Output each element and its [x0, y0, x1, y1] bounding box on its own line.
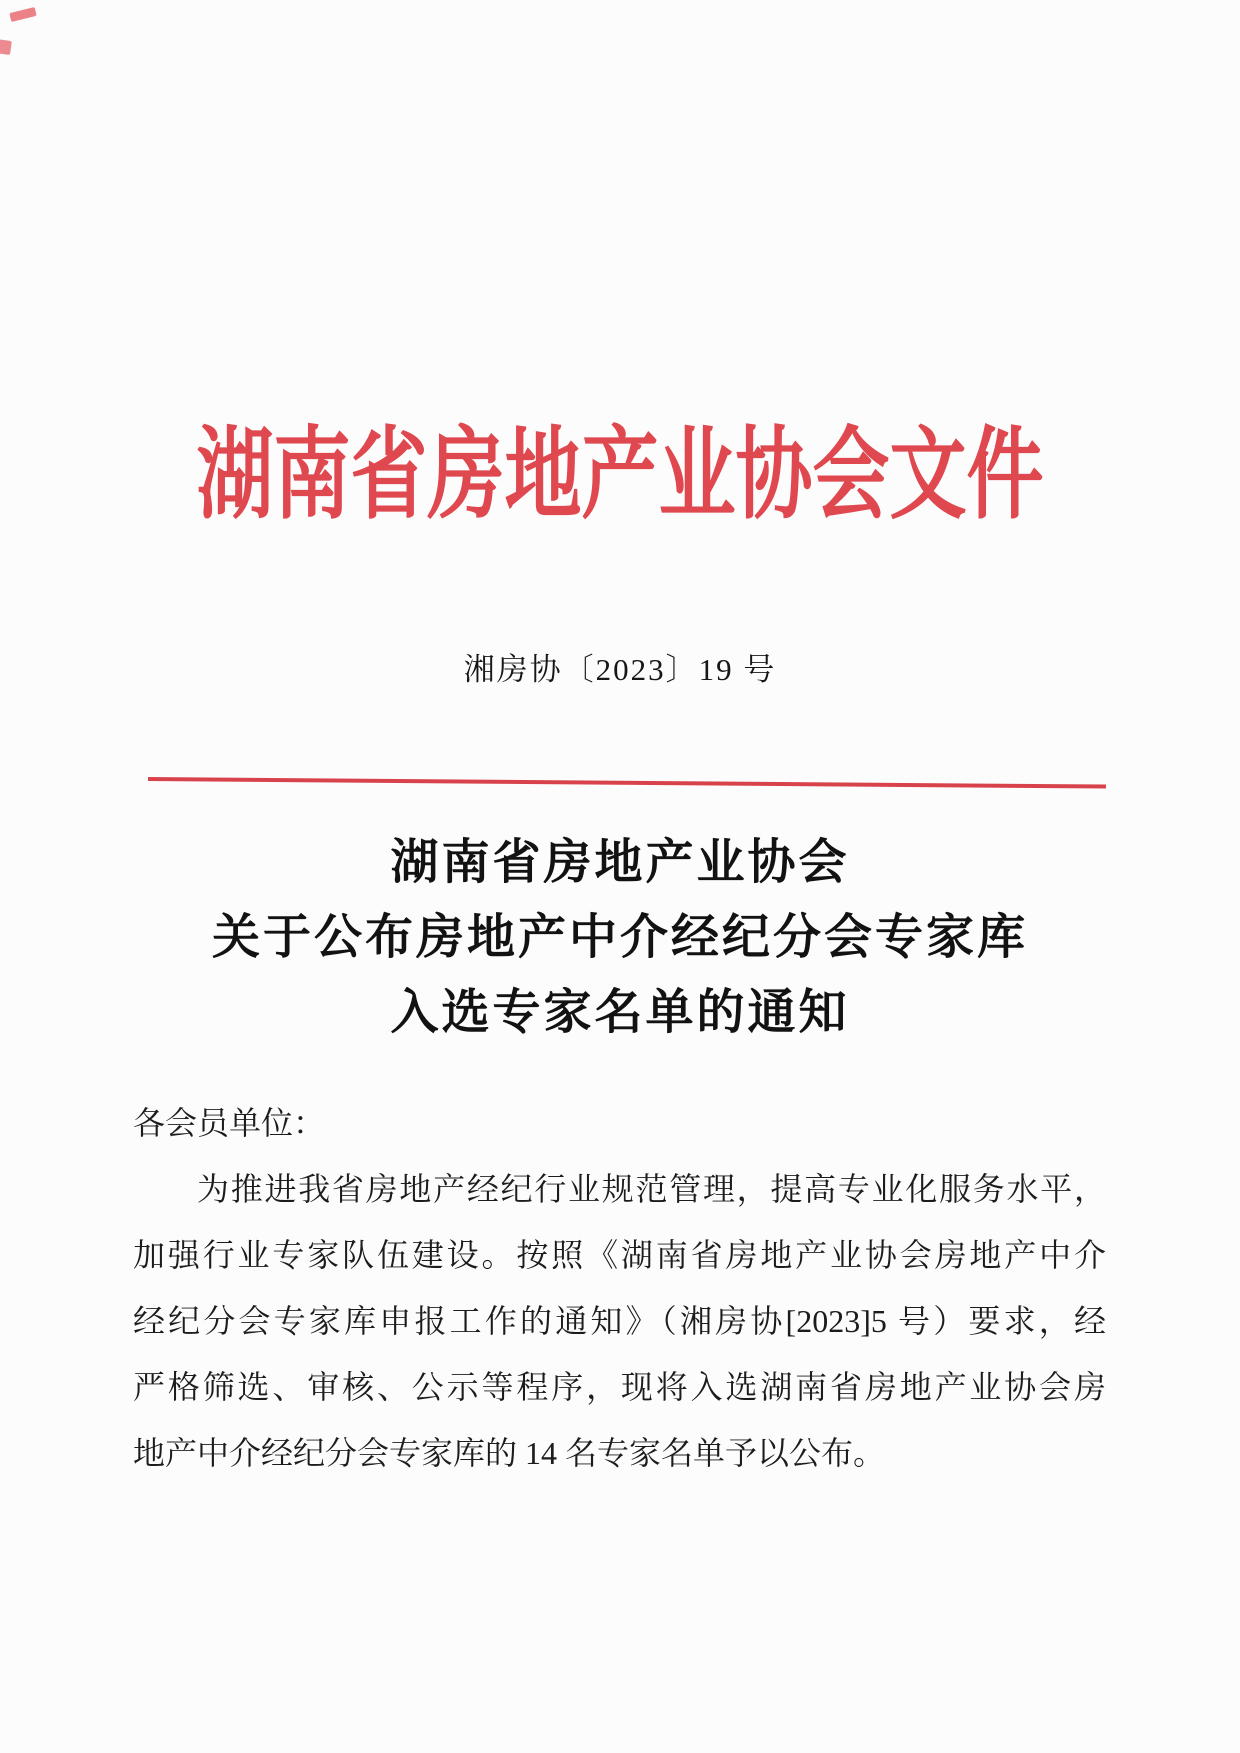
notice-title: [0, 825, 1240, 1050]
body-line-5: 地产中介经纪分会专家库的 14 名专家名单予以公布。: [133, 1435, 886, 1471]
body-line-4: 严格筛选、审核、公示等程序，现将入选湖南省房地产业协会房: [133, 1369, 1106, 1405]
body-line-3: 经纪分会专家库申报工作的通知》（湘房协[2023]5 号）要求，经: [133, 1303, 1106, 1339]
scan-artifact-mark: [0, 39, 12, 55]
notice-body: [133, 1090, 1106, 1486]
body-line-1: 为推进我省房地产经纪行业规范管理，提高专业化服务水平，: [197, 1171, 1106, 1207]
document-number: 湘房协〔2023〕19 号: [463, 652, 777, 687]
letterhead-title: 湖南省房地产业协会文件: [196, 419, 1044, 531]
scan-artifact-mark: [9, 7, 36, 22]
notice-title-line-2: 关于公布房地产中介经纪分会专家库: [211, 911, 1028, 964]
salutation: 各会员单位：: [133, 1105, 326, 1141]
notice-title-line-3: 入选专家名单的通知: [390, 986, 850, 1039]
red-divider-line: [148, 777, 1106, 789]
body-line-2: 加强行业专家队伍建设。按照《湖南省房地产业协会房地产中介: [133, 1237, 1106, 1273]
notice-title-line-1: 湖南省房地产业协会: [390, 836, 850, 889]
